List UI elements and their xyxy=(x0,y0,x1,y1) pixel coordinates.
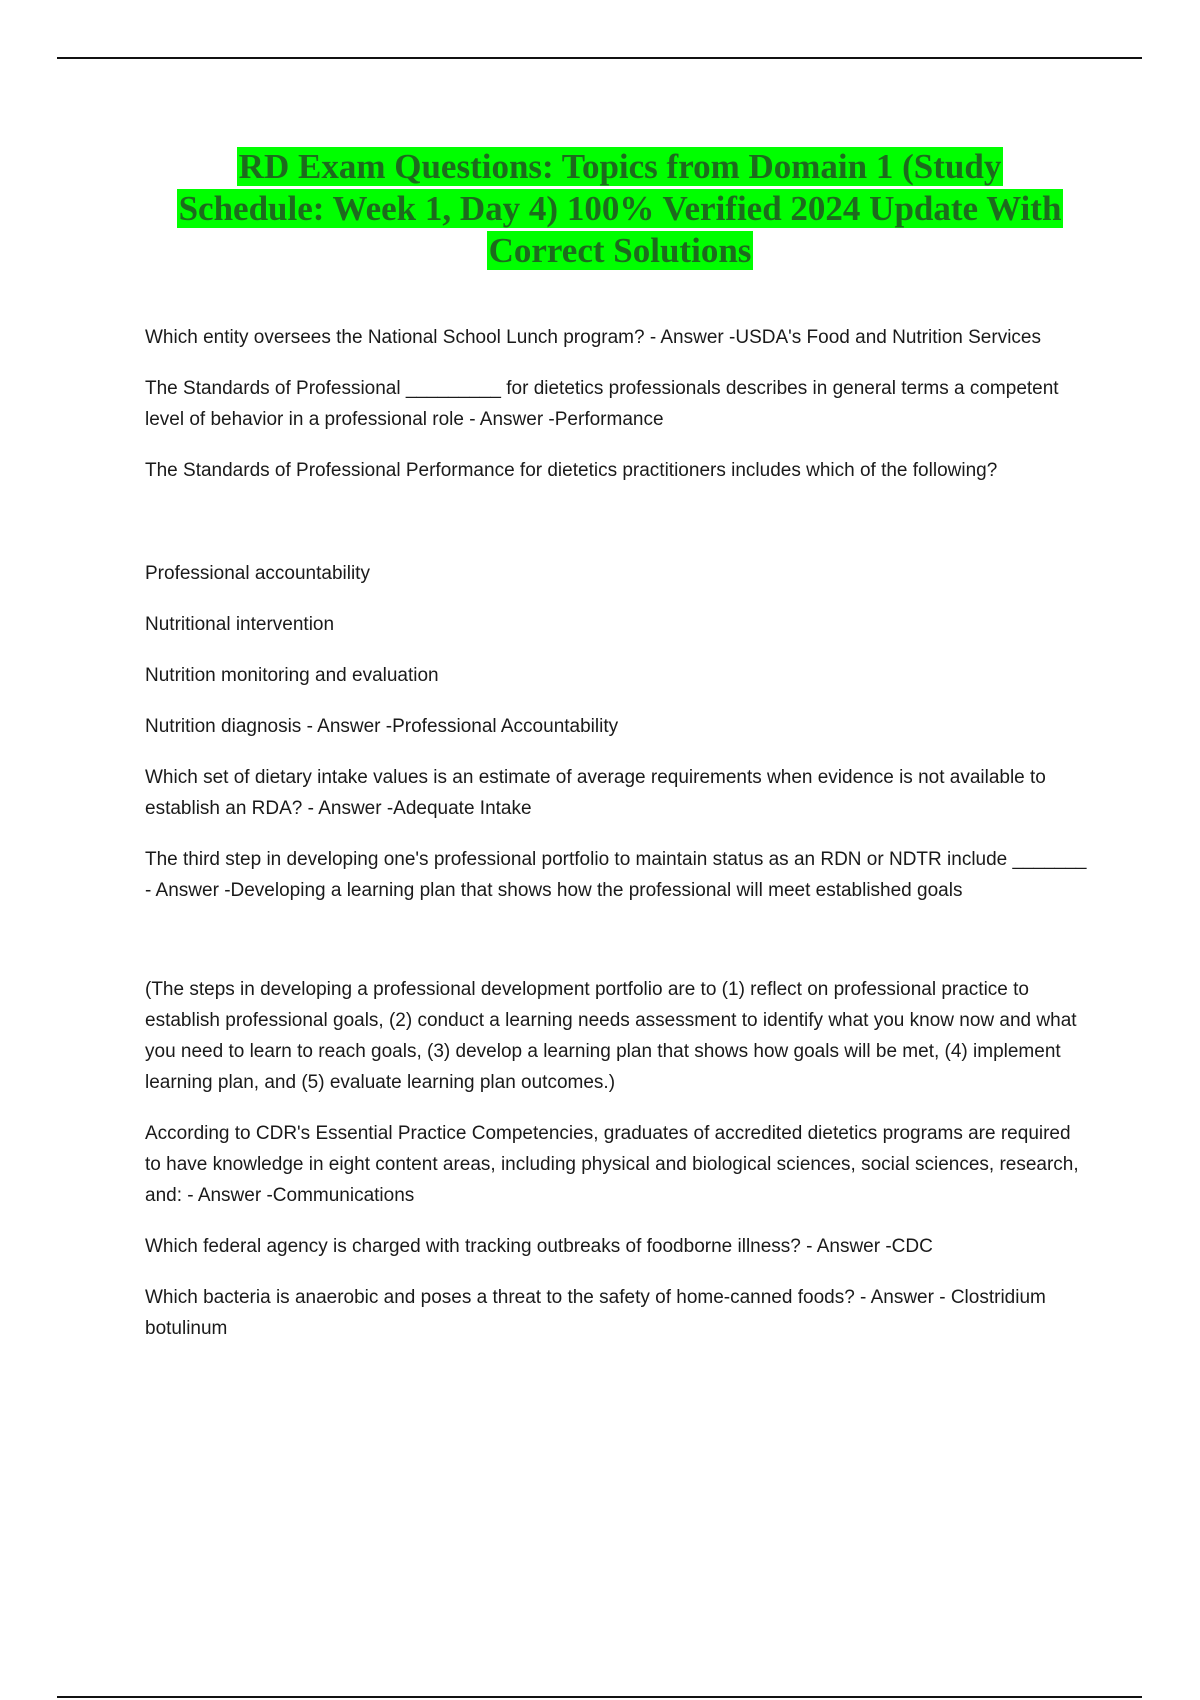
option-nutrition-diagnosis: Nutrition diagnosis - Answer -Professional Accountability xyxy=(145,716,619,737)
question-adequate-intake: Which set of dietary intake values is an estimate of average requirements when evidence is not available to establish an RDA? - Answer -Adequate Intake xyxy=(145,767,1046,819)
option-professional-accountability: Professional accountability xyxy=(145,563,370,584)
portfolio-steps-note: (The steps in developing a professional development portfolio are to (1) reflect on professional practice to establish professional goals, (2) conduct a learning needs assessment to identify what you know now and what you need to learn to reach goals, (3) develop a learning plan that shows how goals will be met, (4) implement learning plan, and (5) evaluate learning plan outcomes.) xyxy=(145,979,1077,1093)
question-standards-performance: The Standards of Professional _________ for dietetics professionals describes in general terms a competent level of behavior in a professional role - Answer -Performance xyxy=(145,378,1059,430)
title-line-1: RD Exam Questions: Topics from Domain 1 (Study xyxy=(238,147,1002,186)
option-monitoring-evaluation: Nutrition monitoring and evaluation xyxy=(145,665,439,686)
title-line-3: Correct Solutions xyxy=(488,231,752,270)
option-nutritional-intervention: Nutritional intervention xyxy=(145,614,335,635)
document-title xyxy=(130,146,1110,272)
top-rule xyxy=(57,57,1142,59)
question-portfolio-third-step: The third step in developing one's professional portfolio to maintain status as an RDN or NDTR include _______ - Answer -Developing a learning plan that shows how the professional will meet established goals xyxy=(145,849,1087,901)
bottom-rule xyxy=(57,1696,1142,1698)
question-anaerobic-bacteria: Which bacteria is anaerobic and poses a threat to the safety of home-canned foods? - Answer - Clostridium botulinum xyxy=(145,1287,1046,1339)
spacer xyxy=(145,506,1090,558)
document-body xyxy=(145,322,1090,1364)
question-essential-competencies: According to CDR's Essential Practice Competencies, graduates of accredited dietetics programs are required to have knowledge in eight content areas, including physical and biological sciences, social sciences, research, and: - Answer -Communications xyxy=(145,1123,1079,1206)
question-foodborne-agency: Which federal agency is charged with tracking outbreaks of foodborne illness? - Answer -CDC xyxy=(145,1236,933,1257)
title-line-2: Schedule: Week 1, Day 4) 100% Verified 2024 Update With xyxy=(178,189,1062,228)
question-sop-includes: The Standards of Professional Performance for dietetics practitioners includes which of the following? xyxy=(145,460,998,481)
spacer xyxy=(145,926,1090,974)
question-school-lunch: Which entity oversees the National School Lunch program? - Answer -USDA's Food and Nutrition Services xyxy=(145,327,1041,348)
